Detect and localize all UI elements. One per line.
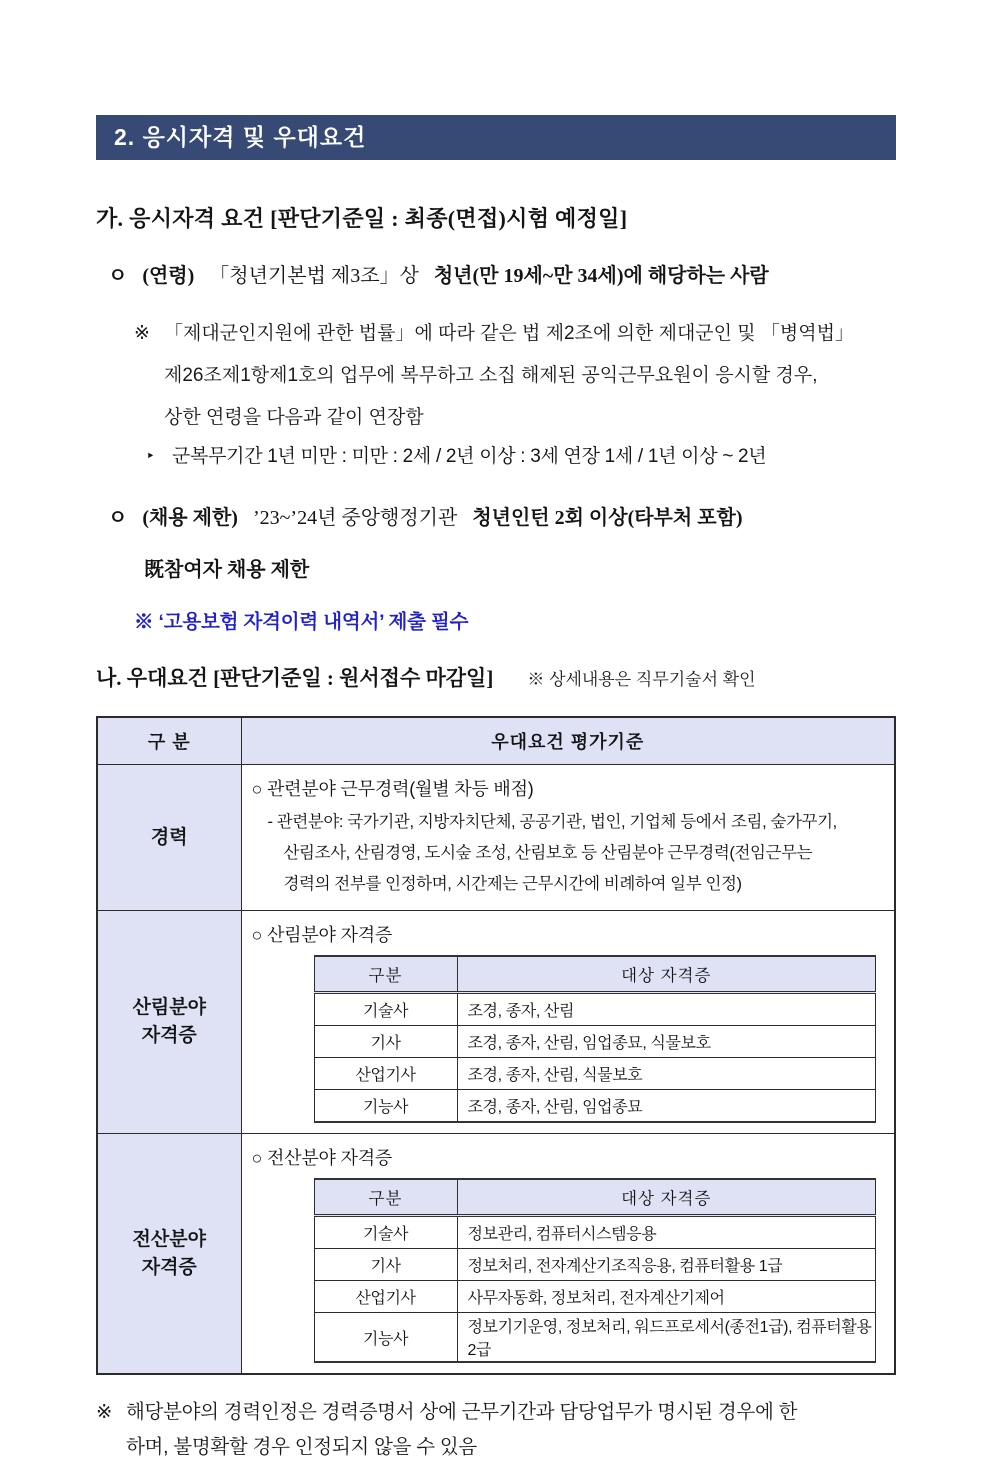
computer-row-label — [97, 1134, 241, 1375]
cert-grade: 산업기사 — [314, 1281, 457, 1313]
computer-cert-row — [314, 1313, 876, 1363]
cert-list: 조경, 종자, 산림, 임업종묘, 식물보호 — [457, 1026, 876, 1058]
age-strong-text: 청년(만 19세~만 34세)에 해당하는 사람 — [433, 265, 769, 287]
forest-row-body — [241, 911, 895, 1134]
triangle-bullet-icon: ‣ — [146, 448, 155, 465]
age-exception-note-lines — [164, 313, 854, 439]
cert-grade: 기사 — [314, 1026, 457, 1058]
computer-cert-row — [314, 1281, 876, 1313]
career-row-label: 경력 — [97, 765, 241, 911]
hire-limit-strong-text: 청년인턴 2회 이상(타부처 포함) — [472, 507, 743, 529]
heading-preference: 나. 우대요건 [판단기준일 : 원서접수 마감일] — [96, 666, 494, 690]
forest-cert-table — [314, 955, 877, 1123]
footnote-line: 하며, 불명확할 경우 인정되지 않을 수 있음 — [126, 1436, 477, 1458]
table-header-category: 구 분 — [97, 717, 241, 765]
cert-list: 정보관리, 컴퓨터시스템응용 — [457, 1216, 876, 1249]
cert-grade: 기술사 — [314, 993, 457, 1026]
hire-limit-mid-text: ’23~’24년 중앙행정기관 — [252, 507, 458, 529]
footnote-lines — [126, 1395, 797, 1465]
age-exception-note — [96, 313, 896, 439]
cert-grade: 기사 — [314, 1249, 457, 1281]
cert-list: 사무자동화, 정보처리, 전자계산기제어 — [457, 1281, 876, 1313]
hire-limit-line2: 既참여자 채용 제한 — [144, 559, 310, 581]
computer-cert-row — [314, 1216, 876, 1249]
forest-cert-row — [314, 1026, 876, 1058]
table-header-row — [97, 717, 895, 765]
career-bullet-line: ○ 관련분야 근무경력(월별 차등 배점) — [251, 779, 534, 799]
career-detail-line: 산림조사, 산림경영, 도시숲 조성, 산림보호 등 산림분야 근무경력(전임근무는 — [283, 844, 813, 862]
age-label: (연령) — [142, 265, 195, 287]
cert-list: 정보처리, 전자계산기조직응용, 컴퓨터활용 1급 — [457, 1249, 876, 1281]
employment-insurance-note: ※ ‘고용보험 자격이력 내역서’ 제출 필수 — [134, 611, 469, 633]
reference-mark: ※ — [96, 1401, 113, 1423]
age-note-line: 제26조제1항제1호의 업무에 복무하고 소집 해제된 공익근무요원이 응시할 경우, — [164, 365, 818, 386]
table-header-criteria: 우대요건 평가기준 — [241, 717, 895, 765]
computer-label-line: 전산분야 — [132, 1228, 206, 1250]
table-row-career — [97, 765, 895, 911]
career-row-body — [241, 765, 895, 911]
computer-cert-row — [314, 1249, 876, 1281]
forest-cert-row — [314, 1058, 876, 1090]
bullet-marker: ㅇ — [108, 265, 128, 287]
forest-cert-row — [314, 1090, 876, 1123]
cert-list: 조경, 종자, 산림, 임업종묘 — [457, 1090, 876, 1123]
computer-cert-header-grade: 구분 — [314, 1179, 457, 1216]
forest-row-label — [97, 911, 241, 1134]
hire-limit-label: (채용 제한) — [142, 507, 238, 529]
computer-cert-header-row — [314, 1179, 876, 1216]
table-row-computer-certs — [97, 1134, 895, 1375]
cert-grade: 산업기사 — [314, 1058, 457, 1090]
forest-label-line: 산림분야 — [132, 997, 206, 1018]
forest-cert-row — [314, 993, 876, 1026]
computer-bullet-line: ○ 전산분야 자격증 — [251, 1148, 393, 1168]
forest-cert-header-grade: 구분 — [314, 956, 457, 993]
bullet-hire-limit — [96, 503, 896, 533]
preference-table — [96, 716, 896, 1375]
reference-mark: ※ — [134, 323, 150, 344]
section-title-bar — [96, 115, 896, 160]
document-content — [96, 115, 896, 1465]
career-recognition-footnote — [96, 1395, 896, 1465]
career-detail-lines — [252, 807, 887, 900]
computer-cert-table — [314, 1178, 877, 1363]
bullet-age — [96, 261, 896, 291]
computer-cert-header-target: 대상 자격증 — [457, 1179, 876, 1216]
section-title: 2. 응시자격 및 우대요건 — [114, 124, 367, 150]
age-law-text: 「청년기본법 제3조」상 — [209, 265, 419, 287]
cert-grade: 기능사 — [314, 1090, 457, 1123]
career-detail-line: - 관련분야: 국가기관, 지방자치단체, 공공기관, 법인, 기업체 등에서 조림, 숲가꾸기, — [267, 813, 837, 831]
cert-list: 조경, 종자, 산림 — [457, 993, 876, 1026]
cert-grade: 기술사 — [314, 1216, 457, 1249]
cert-grade: 기능사 — [314, 1313, 457, 1363]
forest-bullet-line: ○ 산림분야 자격증 — [251, 925, 393, 945]
computer-label-line: 자격증 — [141, 1256, 197, 1278]
heading-eligibility: 가. 응시자격 요건 [판단기준일 : 최종(면접)시험 예정일] — [96, 206, 628, 231]
heading-preference-side-note: ※ 상세내용은 직무기술서 확인 — [527, 670, 756, 689]
computer-row-body — [241, 1134, 895, 1375]
bullet-marker: ㅇ — [108, 507, 128, 529]
forest-cert-header-row — [314, 956, 876, 993]
cert-list: 정보기기운영, 정보처리, 워드프로세서(종전1급), 컴퓨터활용 2급 — [457, 1313, 876, 1363]
age-note-line: 상한 연령을 다음과 같이 연장함 — [164, 407, 424, 428]
forest-label-line: 자격증 — [141, 1025, 197, 1046]
footnote-line: 해당분야의 경력인정은 경력증명서 상에 근무기간과 담당업무가 명시된 경우에 한 — [126, 1401, 798, 1423]
forest-cert-header-target: 대상 자격증 — [457, 956, 876, 993]
cert-list: 조경, 종자, 산림, 식물보호 — [457, 1058, 876, 1090]
heading-preference-row — [96, 662, 896, 692]
military-service-line — [96, 439, 896, 475]
military-service-text: 군복무기간 1년 미만 : 미만 : 2세 / 2년 이상 : 3세 연장 1세 / 1년 이상 ~ 2년 — [172, 446, 767, 467]
career-detail-line: 경력의 전부를 인정하며, 시간제는 근무시간에 비례하여 일부 인정) — [283, 875, 742, 893]
age-note-line: 「제대군인지원에 관한 법률」에 따라 같은 법 제2조에 의한 제대군인 및 「병역법」 — [164, 323, 854, 344]
table-row-forest-certs — [97, 911, 895, 1134]
